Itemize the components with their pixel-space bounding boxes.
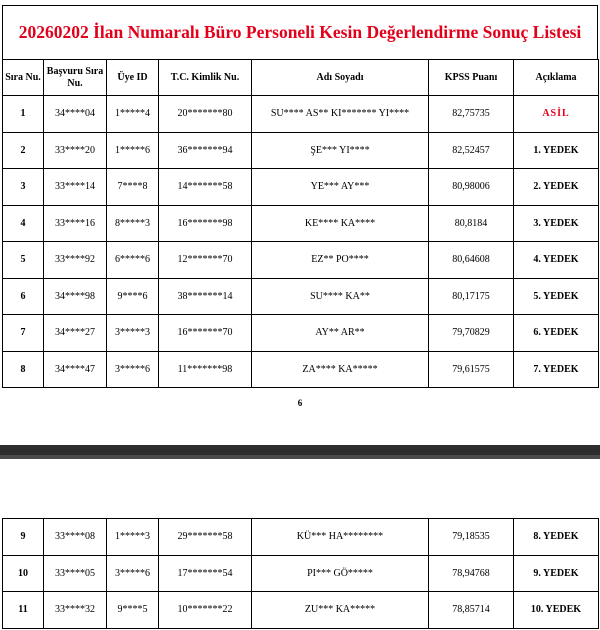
results-table-continued (2, 518, 599, 629)
tc-id-number: 17*******54 (159, 555, 252, 592)
status-label: 5. YEDEK (514, 278, 599, 315)
application-number: 33****20 (44, 132, 107, 169)
header-adi-soyadi: Adı Soyadı (252, 60, 429, 96)
full-name: PI*** GÖ***** (252, 555, 429, 592)
row-number: 10 (3, 555, 44, 592)
table-row (3, 555, 599, 592)
kpss-score: 78,85714 (429, 592, 514, 629)
row-number: 3 (3, 169, 44, 206)
table-header-row (3, 60, 599, 96)
member-id: 8*****3 (107, 205, 159, 242)
table-row (3, 519, 599, 556)
member-id: 9****6 (107, 278, 159, 315)
kpss-score: 80,64608 (429, 242, 514, 279)
full-name: EZ** PO**** (252, 242, 429, 279)
tc-id-number: 16*******98 (159, 205, 252, 242)
tc-id-number: 12*******70 (159, 242, 252, 279)
application-number: 33****08 (44, 519, 107, 556)
table-row (3, 169, 599, 206)
application-number: 33****14 (44, 169, 107, 206)
application-number: 34****98 (44, 278, 107, 315)
tc-id-number: 14*******58 (159, 169, 252, 206)
tc-id-number: 38*******14 (159, 278, 252, 315)
row-number: 11 (3, 592, 44, 629)
kpss-score: 82,52457 (429, 132, 514, 169)
table-row (3, 315, 599, 352)
page-separator (0, 445, 600, 459)
application-number: 34****04 (44, 96, 107, 133)
application-number: 33****92 (44, 242, 107, 279)
table-row (3, 592, 599, 629)
kpss-score: 79,18535 (429, 519, 514, 556)
member-id: 3*****6 (107, 555, 159, 592)
row-number: 6 (3, 278, 44, 315)
member-id: 9****5 (107, 592, 159, 629)
row-number: 8 (3, 351, 44, 388)
row-number: 7 (3, 315, 44, 352)
tc-id-number: 10*******22 (159, 592, 252, 629)
tc-id-number: 36*******94 (159, 132, 252, 169)
header-tc-kimlik-nu: T.C. Kimlik Nu. (159, 60, 252, 96)
header-aciklama: Açıklama (514, 60, 599, 96)
full-name: KE**** KA**** (252, 205, 429, 242)
header-uye-id: Üye ID (107, 60, 159, 96)
application-number: 34****27 (44, 315, 107, 352)
kpss-score: 78,94768 (429, 555, 514, 592)
status-label: 3. YEDEK (514, 205, 599, 242)
kpss-score: 80,17175 (429, 278, 514, 315)
full-name: SU**** KA** (252, 278, 429, 315)
header-basvuru-sira-nu: Başvuru Sıra Nu. (44, 60, 107, 96)
member-id: 1*****3 (107, 519, 159, 556)
table-row (3, 132, 599, 169)
kpss-score: 80,8184 (429, 205, 514, 242)
kpss-score: 79,70829 (429, 315, 514, 352)
member-id: 1*****6 (107, 132, 159, 169)
application-number: 33****16 (44, 205, 107, 242)
application-number: 33****05 (44, 555, 107, 592)
page-number: 6 (297, 398, 303, 408)
header-kpss-puani: KPSS Puanı (429, 60, 514, 96)
full-name: ZA**** KA***** (252, 351, 429, 388)
table-row (3, 242, 599, 279)
status-label: 9. YEDEK (514, 555, 599, 592)
member-id: 1*****4 (107, 96, 159, 133)
table-row (3, 278, 599, 315)
member-id: 6*****6 (107, 242, 159, 279)
full-name: SU**** AS** KI******* YI**** (252, 96, 429, 133)
table-row (3, 96, 599, 133)
tc-id-number: 29*******58 (159, 519, 252, 556)
tc-id-number: 20*******80 (159, 96, 252, 133)
full-name: KÜ*** HA******** (252, 519, 429, 556)
status-label: 1. YEDEK (514, 132, 599, 169)
results-table (2, 59, 599, 388)
status-label: 4. YEDEK (514, 242, 599, 279)
application-number: 33****32 (44, 592, 107, 629)
status-label: 7. YEDEK (514, 351, 599, 388)
full-name: AY** AR** (252, 315, 429, 352)
application-number: 34****47 (44, 351, 107, 388)
row-number: 9 (3, 519, 44, 556)
kpss-score: 79,61575 (429, 351, 514, 388)
header-sira-nu: Sıra Nu. (3, 60, 44, 96)
table-row (3, 351, 599, 388)
tc-id-number: 11*******98 (159, 351, 252, 388)
row-number: 4 (3, 205, 44, 242)
member-id: 3*****3 (107, 315, 159, 352)
document-title: 20260202 İlan Numaralı Büro Personeli Kesin Değerlendirme Sonuç Listesi (2, 5, 598, 60)
row-number: 5 (3, 242, 44, 279)
row-number: 2 (3, 132, 44, 169)
status-label: 6. YEDEK (514, 315, 599, 352)
kpss-score: 80,98006 (429, 169, 514, 206)
member-id: 3*****6 (107, 351, 159, 388)
status-label: ASİL (514, 96, 599, 133)
status-label: 8. YEDEK (514, 519, 599, 556)
full-name: ZU*** KA***** (252, 592, 429, 629)
row-number: 1 (3, 96, 44, 133)
status-label: 2. YEDEK (514, 169, 599, 206)
tc-id-number: 16*******70 (159, 315, 252, 352)
member-id: 7****8 (107, 169, 159, 206)
full-name: ŞE*** YI**** (252, 132, 429, 169)
kpss-score: 82,75735 (429, 96, 514, 133)
table-row (3, 205, 599, 242)
full-name: YE*** AY*** (252, 169, 429, 206)
status-label: 10. YEDEK (514, 592, 599, 629)
